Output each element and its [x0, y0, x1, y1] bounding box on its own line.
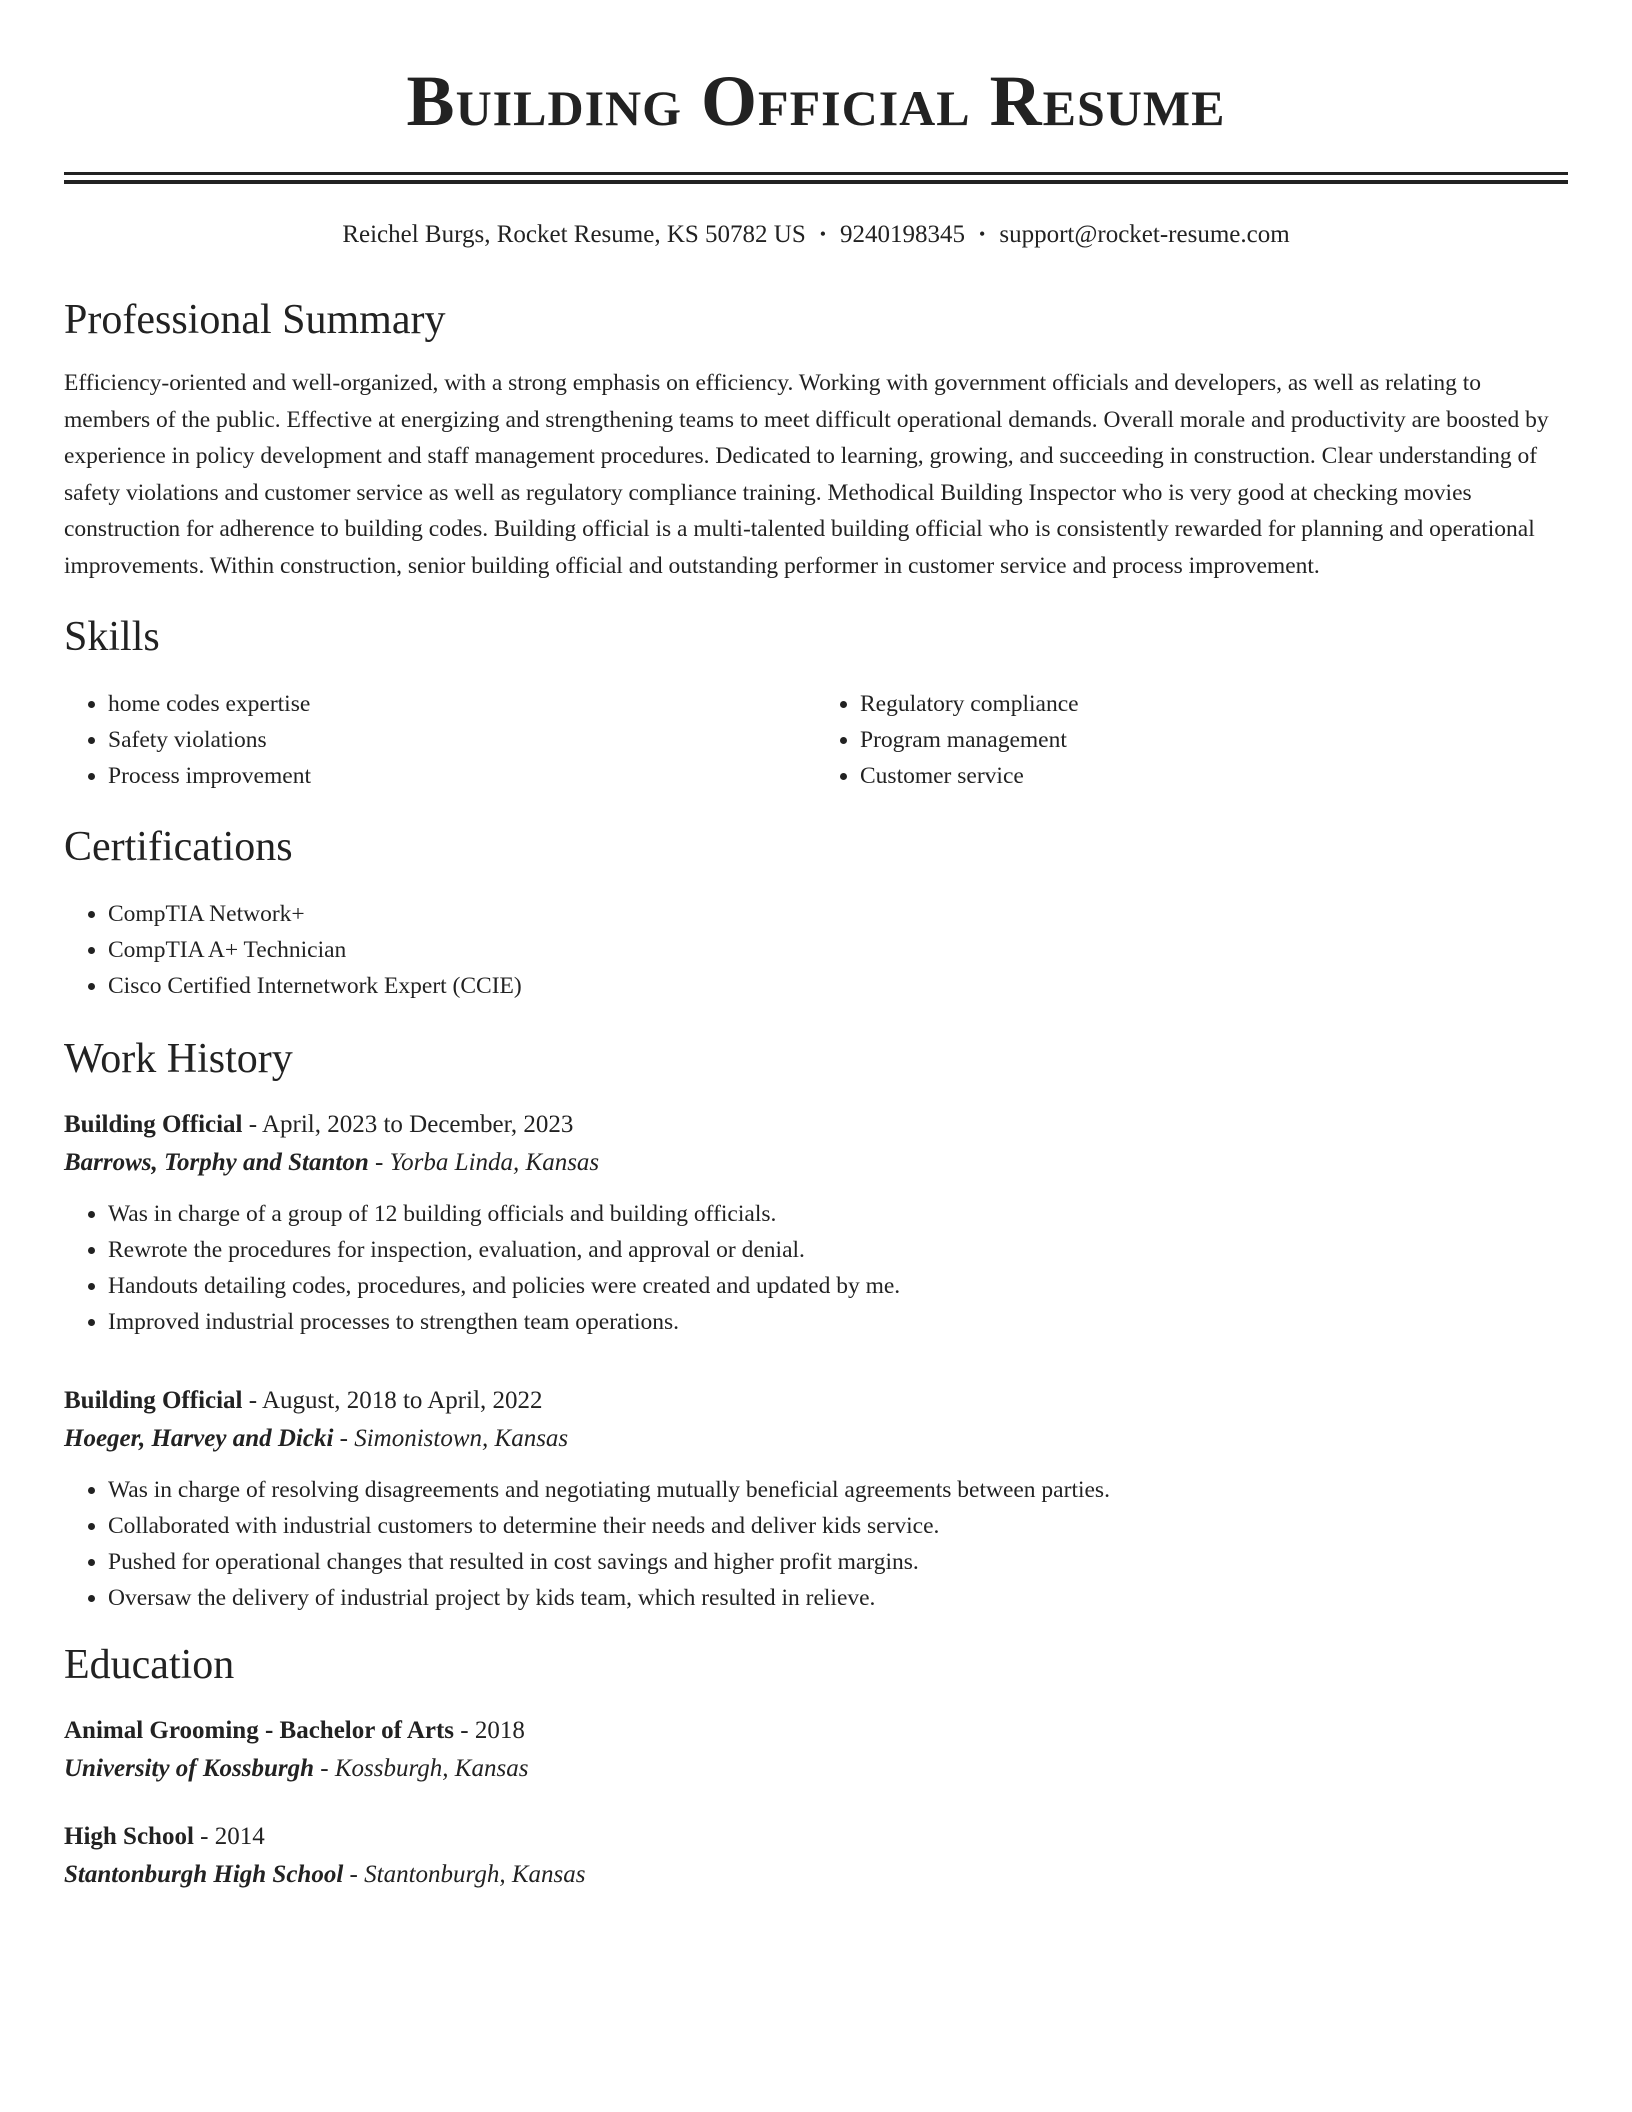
- job-bullet: • Handouts detailing codes, procedures, and policies were created and updated by me.: [108, 1268, 1568, 1304]
- contact-email: support@rocket-resume.com: [999, 221, 1290, 248]
- contact-line: [64, 218, 1568, 251]
- certifications-list: [64, 896, 1568, 1004]
- job-bullet: • Oversaw the delivery of industrial project by kids team, which resulted in relieve.: [108, 1580, 1568, 1616]
- summary-text: Efficiency-oriented and well-organized, with a strong emphasis on efficiency. Working with government officials and developers, as well as relating to members of the public. Effective at energizing and strengthening teams to meet difficult operational demands. Overall morale and productivity are boosted by experience in policy development and staff management procedures. Dedicated to learning, growing, and succeeding in construction. Clear understanding of safety violations and customer service as well as regulatory compliance training. Methodical Building Inspector who is very good at checking movies construction for adherence to building codes. Building official is a multi-talented building official who is consistently rewarded for planning and operational improvements. Within construction, senior building official and outstanding performer in customer service and process improvement.: [64, 370, 1549, 579]
- certification-item: • Cisco Certified Internetwork Expert (CCIE): [108, 968, 1568, 1004]
- skills-column-right: [816, 686, 1568, 794]
- job-bullet: • Was in charge of resolving disagreements and negotiating mutually beneficial agreements between parties.: [108, 1472, 1568, 1508]
- skill-item: • Program management: [860, 722, 1568, 758]
- education-school-line: [64, 1750, 1568, 1788]
- job-bullets: [64, 1472, 1568, 1616]
- job-bullet: • Improved industrial processes to strengthen team operations.: [108, 1304, 1568, 1340]
- job-location: - Yorba Linda, Kansas: [368, 1149, 600, 1176]
- skills-column-left: [64, 686, 816, 794]
- job-bullet: • Rewrote the procedures for inspection, evaluation, and approval or denial.: [108, 1232, 1568, 1268]
- education-location: - Stantonburgh, Kansas: [343, 1861, 586, 1888]
- job-bullet: • Was in charge of a group of 12 building officials and building officials.: [108, 1196, 1568, 1232]
- job-bullet: • Collaborated with industrial customers to determine their needs and deliver kids service.: [108, 1508, 1568, 1544]
- education-school: University of Kossburgh: [64, 1755, 315, 1782]
- skill-item: • Safety violations: [108, 722, 816, 758]
- education-year: - 2018: [454, 1717, 525, 1744]
- skills-list-right: [816, 686, 1568, 794]
- job-dates: - April, 2023 to December, 2023: [242, 1111, 574, 1138]
- education-degree: High School: [64, 1823, 194, 1850]
- certification-item: • CompTIA Network+: [108, 896, 1568, 932]
- job-company-line: [64, 1144, 1568, 1182]
- contact-phone: 9240198345: [840, 221, 966, 248]
- education-entry: [64, 1818, 1568, 1894]
- skills-list-left: [64, 686, 816, 794]
- contact-separator: •: [819, 224, 827, 244]
- job-bullets: [64, 1196, 1568, 1340]
- education-school: Stantonburgh High School: [64, 1861, 344, 1888]
- contact-separator: •: [979, 224, 986, 244]
- job-company-line: [64, 1420, 1568, 1458]
- education-heading: Education: [64, 1642, 235, 1688]
- certifications-heading: Certifications: [64, 824, 293, 870]
- education-degree: Animal Grooming - Bachelor of Arts: [64, 1717, 455, 1744]
- job-dates: - August, 2018 to April, 2022: [242, 1387, 543, 1414]
- education-degree-line: [64, 1712, 1568, 1750]
- skills-heading: Skills: [64, 614, 160, 660]
- skill-item: • Regulatory compliance: [860, 686, 1568, 722]
- contact-address: Reichel Burgs, Rocket Resume, KS 50782 US: [342, 221, 806, 248]
- summary-heading: Professional Summary: [64, 297, 446, 343]
- certification-item: • CompTIA A+ Technician: [108, 932, 1568, 968]
- job-title: Building Official: [64, 1387, 243, 1414]
- education-entry: [64, 1712, 1568, 1788]
- skill-item: • Process improvement: [108, 758, 816, 794]
- title-divider-top: [64, 172, 1568, 175]
- job-bullet: • Pushed for operational changes that resulted in cost savings and higher profit margins.: [108, 1544, 1568, 1580]
- job-entry: [64, 1382, 1568, 1616]
- education-location: - Kossburgh, Kansas: [314, 1755, 529, 1782]
- job-company: Barrows, Torphy and Stanton: [64, 1149, 369, 1176]
- education-year: - 2014: [193, 1823, 265, 1850]
- job-company: Hoeger, Harvey and Dicki: [64, 1425, 334, 1452]
- job-title: Building Official: [64, 1111, 243, 1138]
- skill-item: • home codes expertise: [108, 686, 816, 722]
- resume-title: Building Official Resume: [406, 61, 1226, 141]
- skill-item: • Customer service: [860, 758, 1568, 794]
- skills-grid: [64, 686, 1568, 794]
- job-location: - Simonistown, Kansas: [333, 1425, 569, 1452]
- job-title-line: [64, 1106, 1568, 1144]
- education-degree-line: [64, 1818, 1568, 1856]
- work-history-heading: Work History: [64, 1036, 293, 1082]
- education-school-line: [64, 1856, 1568, 1894]
- job-title-line: [64, 1382, 1568, 1420]
- job-entry: [64, 1106, 1568, 1340]
- title-divider-bottom: [64, 180, 1568, 184]
